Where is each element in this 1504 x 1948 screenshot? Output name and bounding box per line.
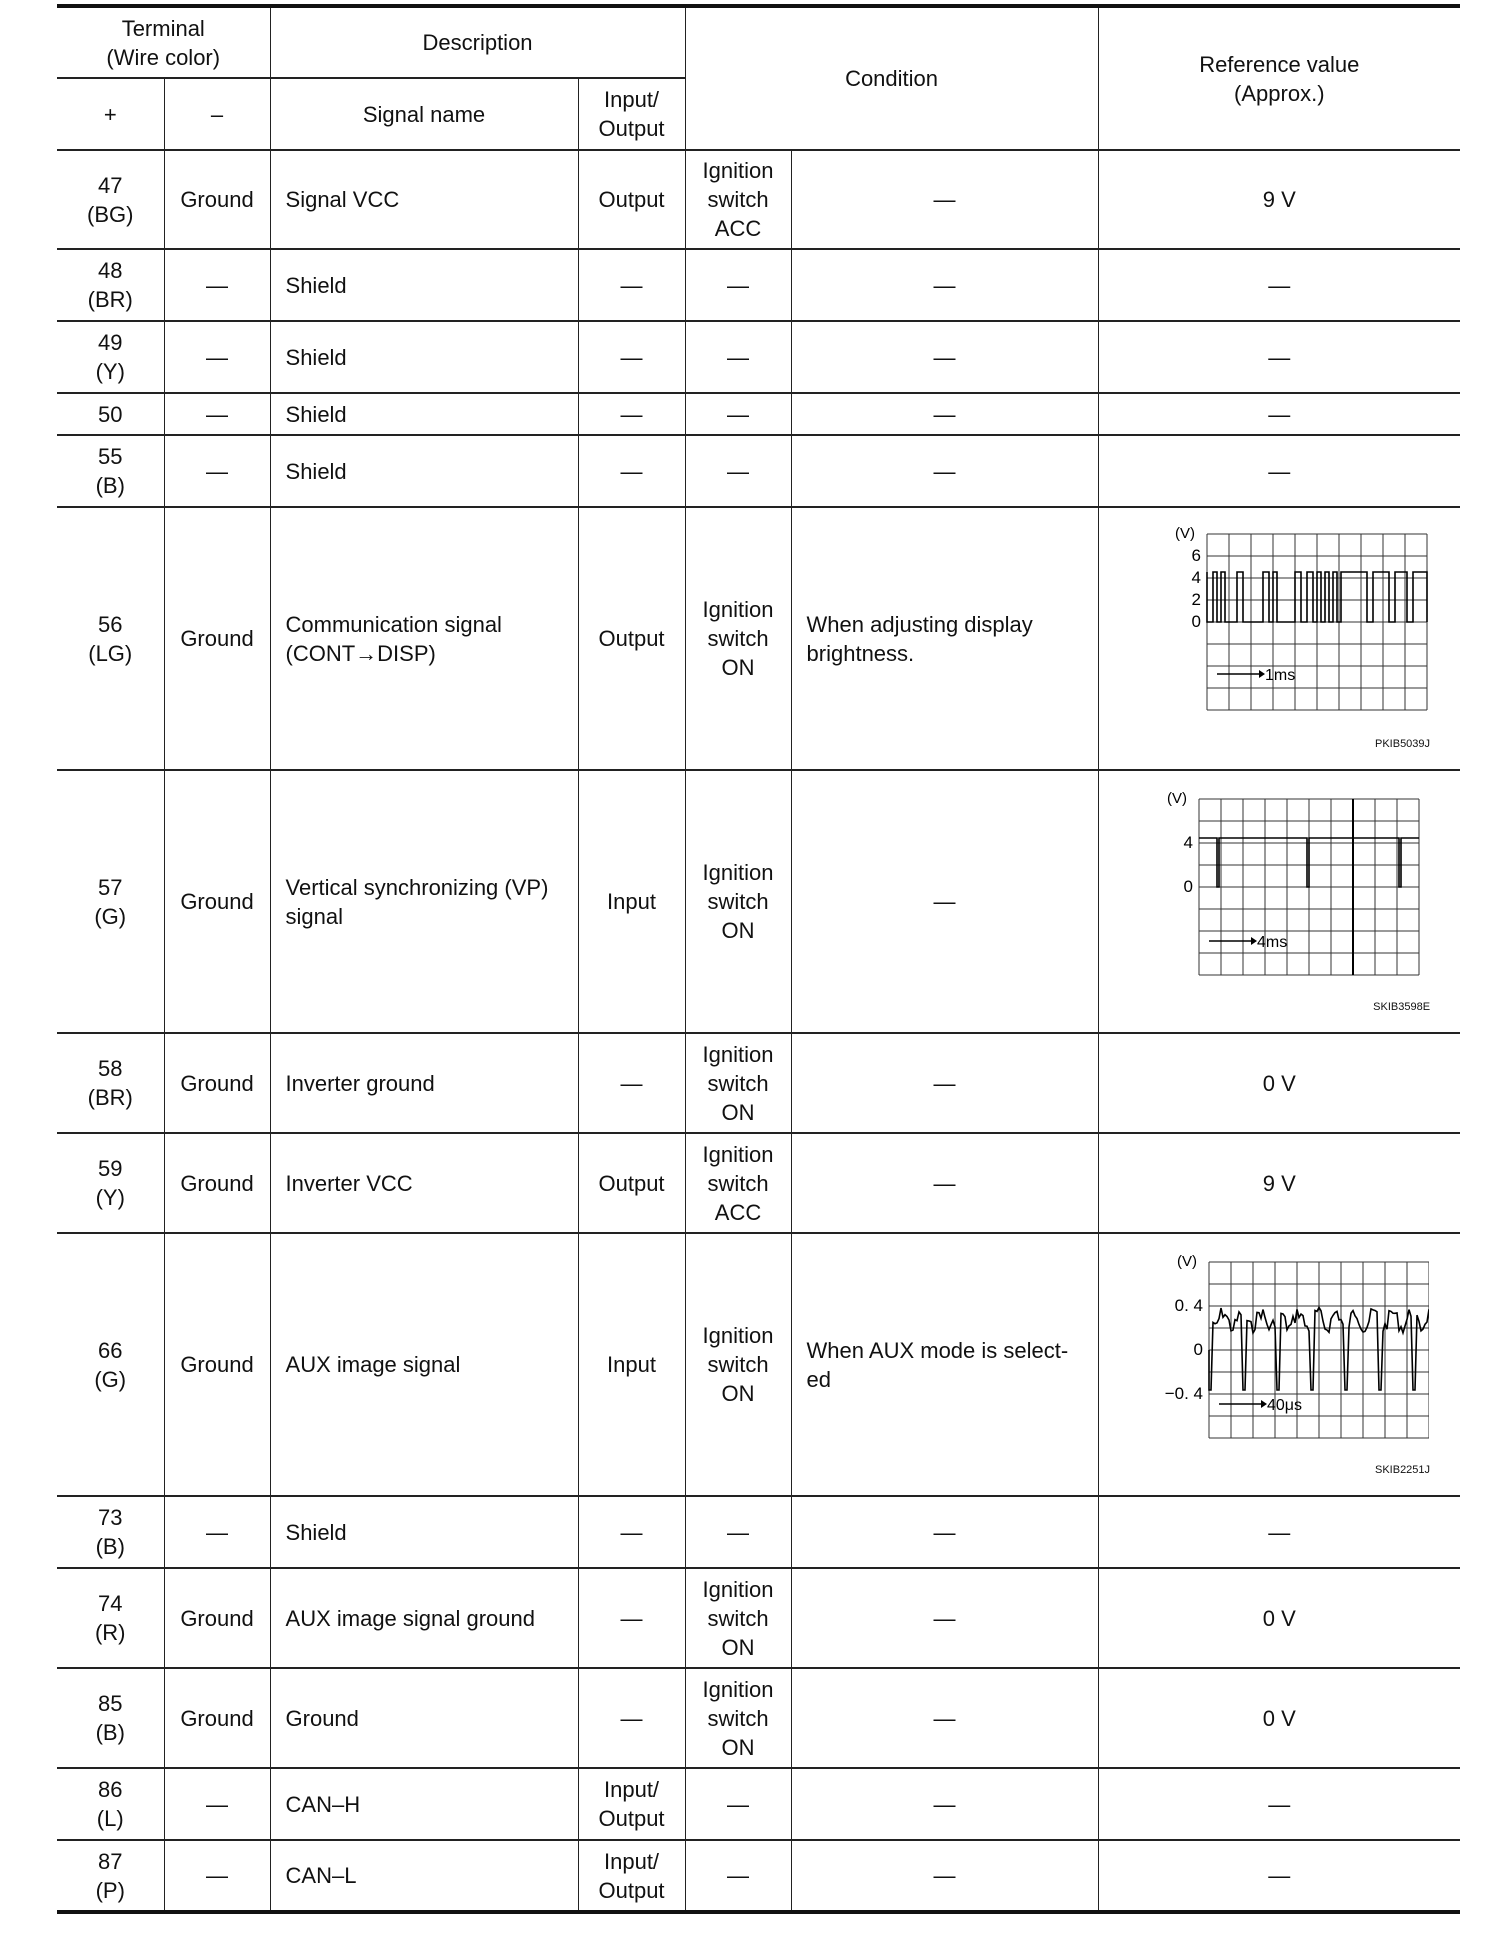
ignition-condition-cell (685, 435, 791, 507)
terminal-number-cell (57, 435, 164, 507)
signal-name-cell: Inverter ground (270, 1033, 578, 1133)
text-line: switch (707, 187, 769, 212)
condition-detail-cell: — (791, 1568, 1098, 1668)
terminal-number: 55 (98, 444, 123, 469)
plus-header: + (57, 78, 164, 150)
table-row (57, 249, 1460, 321)
reference-value-cell (1098, 1233, 1460, 1496)
minus-terminal-cell: Ground (164, 150, 270, 249)
condition-detail-cell (791, 507, 1098, 770)
wire-color: (B) (95, 473, 125, 498)
terminal-number-cell (57, 507, 164, 770)
text-line: — (727, 344, 750, 370)
text-line: brightness. (806, 640, 915, 666)
minus-terminal-cell: Ground (164, 1233, 270, 1496)
terminal-number: 50 (98, 401, 123, 427)
text-line: ACC (714, 216, 762, 241)
reference-value-cell: — (1098, 1496, 1460, 1568)
signal-name-header: Signal name (270, 78, 578, 150)
text-line: ACC (714, 1199, 762, 1225)
ignition-condition-cell (685, 393, 791, 435)
approx-label: (Approx.) (1234, 80, 1325, 106)
ignition-condition-cell (685, 1496, 791, 1568)
terminal-number: 49 (98, 330, 123, 355)
terminal-number-cell (57, 1233, 164, 1496)
signal-name-cell: AUX image signal ground (270, 1568, 578, 1668)
input-output-cell: — (578, 1033, 685, 1133)
text-line: ON (721, 918, 755, 943)
table-row (57, 1033, 1460, 1133)
wire-color: (Y) (95, 1185, 125, 1210)
minus-header: – (164, 78, 270, 150)
ignition-condition-cell (685, 150, 791, 249)
condition-detail-cell (791, 1233, 1098, 1496)
io-label-line1: Input/ (604, 87, 660, 112)
minus-terminal-cell: — (164, 1496, 270, 1568)
waveform-graph (1129, 783, 1429, 1013)
ignition-condition-cell (685, 770, 791, 1033)
signal-name-cell: Ground (270, 1668, 578, 1768)
minus-terminal-cell: Ground (164, 1668, 270, 1768)
waveform-y-tick-label: 4 (1183, 833, 1194, 852)
figure-code: SKIB3598E (1373, 1001, 1431, 1013)
waveform-unit-label: (V) (1177, 1253, 1198, 1270)
input-output-cell: — (578, 321, 685, 393)
input-output-cell (578, 1840, 685, 1912)
ignition-condition-cell (685, 1133, 791, 1233)
ignition-condition-cell (685, 507, 791, 770)
reference-value-label: Reference value (1199, 51, 1360, 77)
table-row (57, 1668, 1460, 1768)
waveform-unit-label: (V) (1167, 790, 1188, 807)
text-line: — (727, 458, 750, 484)
condition-detail-cell: — (791, 249, 1098, 321)
signal-name-cell: Shield (270, 249, 578, 321)
terminal-number-cell (57, 393, 164, 435)
terminal-number-cell (57, 770, 164, 1033)
input-output-cell: — (578, 1568, 685, 1668)
text-line: Output (598, 1877, 665, 1903)
input-output-cell (578, 1768, 685, 1840)
waveform-y-tick-label: 2 (1191, 590, 1202, 609)
condition-detail-cell: — (791, 1496, 1098, 1568)
terminal-number: 58 (98, 1056, 123, 1081)
text-line: — (727, 1519, 750, 1545)
ignition-condition-cell (685, 1568, 791, 1668)
waveform-figure (1129, 520, 1429, 750)
text-line: ON (721, 1734, 755, 1760)
wire-color: (G) (94, 1366, 127, 1392)
condition-detail-cell: — (791, 1840, 1098, 1912)
terminal-number: 87 (98, 1848, 123, 1874)
ignition-condition-cell (685, 1840, 791, 1912)
terminal-number: 59 (98, 1156, 123, 1181)
io-label-line2: Output (598, 116, 665, 141)
text-line: Vertical synchronizing (VP) (285, 874, 549, 900)
text-line: ON (721, 655, 755, 680)
terminal-number-cell (57, 1496, 164, 1568)
input-output-cell: Output (578, 507, 685, 770)
table-row (57, 393, 1460, 435)
time-scale-label: 40μs (1267, 1397, 1303, 1414)
terminal-number: 57 (98, 874, 123, 900)
minus-terminal-cell: — (164, 435, 270, 507)
waveform-y-tick-label: 0 (1193, 1340, 1204, 1359)
waveform-figure (1129, 1246, 1429, 1476)
signal-name-cell: Shield (270, 321, 578, 393)
text-line: switch (707, 1170, 769, 1196)
text-line: switch (707, 1705, 769, 1731)
terminal-number: 47 (98, 172, 123, 198)
ignition-condition-cell (685, 1768, 791, 1840)
signal-name-cell: CAN–H (270, 1768, 578, 1840)
table-row (57, 770, 1460, 1033)
terminal-number-cell (57, 1840, 164, 1912)
input-output-header (578, 78, 685, 150)
signal-trace (1207, 572, 1427, 622)
terminal-number-cell (57, 1133, 164, 1233)
text-line: Ignition (702, 1576, 774, 1602)
reference-value-cell: — (1098, 321, 1460, 393)
text-line: Communication signal (285, 611, 502, 637)
signal-name-cell: CAN–L (270, 1840, 578, 1912)
time-scale-label: 1ms (1265, 667, 1296, 684)
wire-color: (B) (95, 1720, 125, 1745)
signal-name-cell: Shield (270, 1496, 578, 1568)
reference-value-cell (1098, 770, 1460, 1033)
input-output-cell: Input (578, 770, 685, 1033)
text-line: switch (707, 889, 769, 914)
text-line: — (727, 272, 750, 298)
terminal-header (57, 6, 270, 78)
wire-color: (R) (94, 1620, 126, 1645)
wire-color: (L) (96, 1806, 124, 1831)
waveform-figure (1129, 783, 1429, 1013)
reference-value-cell: — (1098, 435, 1460, 507)
table-body (57, 150, 1460, 1912)
signal-name-cell: Shield (270, 393, 578, 435)
input-output-cell: Output (578, 1133, 685, 1233)
terminal-number: 86 (98, 1777, 123, 1802)
table-row (57, 435, 1460, 507)
text-line: (CONT→DISP) (285, 640, 436, 666)
terminal-number-cell (57, 1568, 164, 1668)
waveform-y-tick-label: −0. 4 (1165, 1384, 1204, 1403)
text-line: Output (598, 1806, 665, 1831)
table-row (57, 1496, 1460, 1568)
terminal-label: Terminal (121, 15, 205, 41)
text-line: switch (707, 1070, 769, 1096)
terminal-number-cell (57, 1768, 164, 1840)
figure-code: SKIB2251J (1375, 1464, 1431, 1476)
condition-detail-cell: — (791, 1668, 1098, 1768)
time-scale-label: 4ms (1257, 934, 1288, 951)
text-line: Input/ (604, 1848, 660, 1874)
table-row (57, 150, 1460, 249)
waveform-y-tick-label: 0 (1183, 877, 1194, 896)
signal-name-cell (270, 770, 578, 1033)
reference-value-cell (1098, 507, 1460, 770)
condition-detail-cell: — (791, 770, 1098, 1033)
terminal-number: 74 (98, 1591, 123, 1616)
condition-detail-cell: — (791, 1133, 1098, 1233)
description-header: Description (270, 6, 685, 78)
minus-terminal-cell: — (164, 249, 270, 321)
reference-value-cell: 9 V (1098, 1133, 1460, 1233)
text-line: When adjusting display (806, 611, 1033, 637)
input-output-cell: — (578, 1496, 685, 1568)
minus-terminal-cell: Ground (164, 507, 270, 770)
wire-color: (B) (95, 1534, 125, 1559)
condition-header: Condition (685, 6, 1098, 150)
wire-color: (LG) (88, 640, 133, 666)
minus-terminal-cell: — (164, 321, 270, 393)
terminal-reference-table (57, 4, 1460, 1914)
signal-name-cell (270, 507, 578, 770)
terminal-number-cell (57, 249, 164, 321)
minus-terminal-cell: Ground (164, 1033, 270, 1133)
input-output-cell: — (578, 435, 685, 507)
terminal-number-cell (57, 1033, 164, 1133)
terminal-number: 48 (98, 258, 123, 283)
terminal-number-cell (57, 321, 164, 393)
signal-name-cell: AUX image signal (270, 1233, 578, 1496)
wire-color: (BR) (87, 1085, 133, 1110)
ignition-condition-cell (685, 1668, 791, 1768)
text-line: ed (806, 1366, 832, 1392)
terminal-number: 73 (98, 1505, 123, 1530)
condition-detail-cell: — (791, 150, 1098, 249)
condition-detail-cell: — (791, 321, 1098, 393)
reference-value-cell: 0 V (1098, 1568, 1460, 1668)
text-line: — (727, 1791, 750, 1817)
table-row (57, 1768, 1460, 1840)
text-line: Ignition (702, 158, 774, 183)
text-line: When AUX mode is select- (806, 1337, 1069, 1363)
wire-color: (BR) (87, 287, 133, 312)
minus-terminal-cell: — (164, 393, 270, 435)
terminal-number: 56 (98, 611, 123, 637)
table-row (57, 1840, 1460, 1912)
text-line: switch (707, 626, 769, 651)
input-output-cell: — (578, 1668, 685, 1768)
condition-detail-cell: — (791, 1033, 1098, 1133)
table-row (57, 507, 1460, 770)
reference-value-cell: — (1098, 1768, 1460, 1840)
reference-value-cell: — (1098, 249, 1460, 321)
table-row (57, 1133, 1460, 1233)
minus-terminal-cell: Ground (164, 1133, 270, 1233)
text-line: ON (721, 1099, 755, 1125)
text-line: Input/ (604, 1777, 660, 1802)
waveform-y-tick-label: 0. 4 (1174, 1296, 1204, 1315)
minus-terminal-cell: — (164, 1840, 270, 1912)
text-line: Ignition (702, 597, 774, 622)
ignition-condition-cell (685, 249, 791, 321)
waveform-y-tick-label: 4 (1191, 568, 1202, 587)
text-line: Ignition (702, 1323, 774, 1348)
text-line: switch (707, 1352, 769, 1377)
text-line: ON (721, 1634, 755, 1660)
reference-value-cell: — (1098, 1840, 1460, 1912)
waveform-graph (1129, 520, 1429, 750)
text-line: Ignition (702, 1141, 774, 1167)
waveform-graph (1129, 1246, 1429, 1476)
minus-terminal-cell: Ground (164, 770, 270, 1033)
signal-name-cell: Inverter VCC (270, 1133, 578, 1233)
condition-detail-cell: — (791, 435, 1098, 507)
terminal-number: 85 (98, 1691, 123, 1716)
table-row (57, 321, 1460, 393)
terminal-reference-table-page (57, 4, 1460, 1914)
reference-value-cell: 9 V (1098, 150, 1460, 249)
table-row (57, 1568, 1460, 1668)
text-line: Ignition (702, 1676, 774, 1702)
reference-value-cell: — (1098, 393, 1460, 435)
reference-value-header (1098, 6, 1460, 150)
text-line: Ignition (702, 860, 774, 885)
table-row (57, 1233, 1460, 1496)
input-output-cell: — (578, 393, 685, 435)
minus-terminal-cell: — (164, 1768, 270, 1840)
terminal-number: 66 (98, 1337, 123, 1363)
terminal-number-cell (57, 1668, 164, 1768)
input-output-cell: Output (578, 150, 685, 249)
input-output-cell: — (578, 249, 685, 321)
text-line: — (727, 1863, 750, 1888)
wire-color: (Y) (95, 359, 125, 384)
waveform-unit-label: (V) (1175, 525, 1196, 542)
reference-value-cell: 0 V (1098, 1668, 1460, 1768)
wire-color: (G) (94, 903, 127, 929)
text-line: Ignition (702, 1041, 774, 1067)
text-line: — (727, 401, 750, 427)
ignition-condition-cell (685, 321, 791, 393)
waveform-y-tick-label: 0 (1191, 612, 1202, 631)
ignition-condition-cell (685, 1233, 791, 1496)
terminal-number-cell (57, 150, 164, 249)
ignition-condition-cell (685, 1033, 791, 1133)
waveform-y-tick-label: 6 (1191, 546, 1202, 565)
signal-name-cell: Shield (270, 435, 578, 507)
wire-color-label: (Wire color) (106, 44, 221, 70)
text-line: signal (285, 903, 343, 929)
minus-terminal-cell: Ground (164, 1568, 270, 1668)
wire-color: (P) (95, 1877, 125, 1903)
wire-color: (BG) (87, 201, 134, 227)
condition-detail-cell: — (791, 1768, 1098, 1840)
signal-trace (1199, 838, 1419, 887)
condition-detail-cell: — (791, 393, 1098, 435)
signal-name-cell: Signal VCC (270, 150, 578, 249)
input-output-cell: Input (578, 1233, 685, 1496)
reference-value-cell: 0 V (1098, 1033, 1460, 1133)
text-line: ON (721, 1381, 755, 1406)
figure-code: PKIB5039J (1375, 738, 1431, 750)
text-line: switch (707, 1605, 769, 1631)
